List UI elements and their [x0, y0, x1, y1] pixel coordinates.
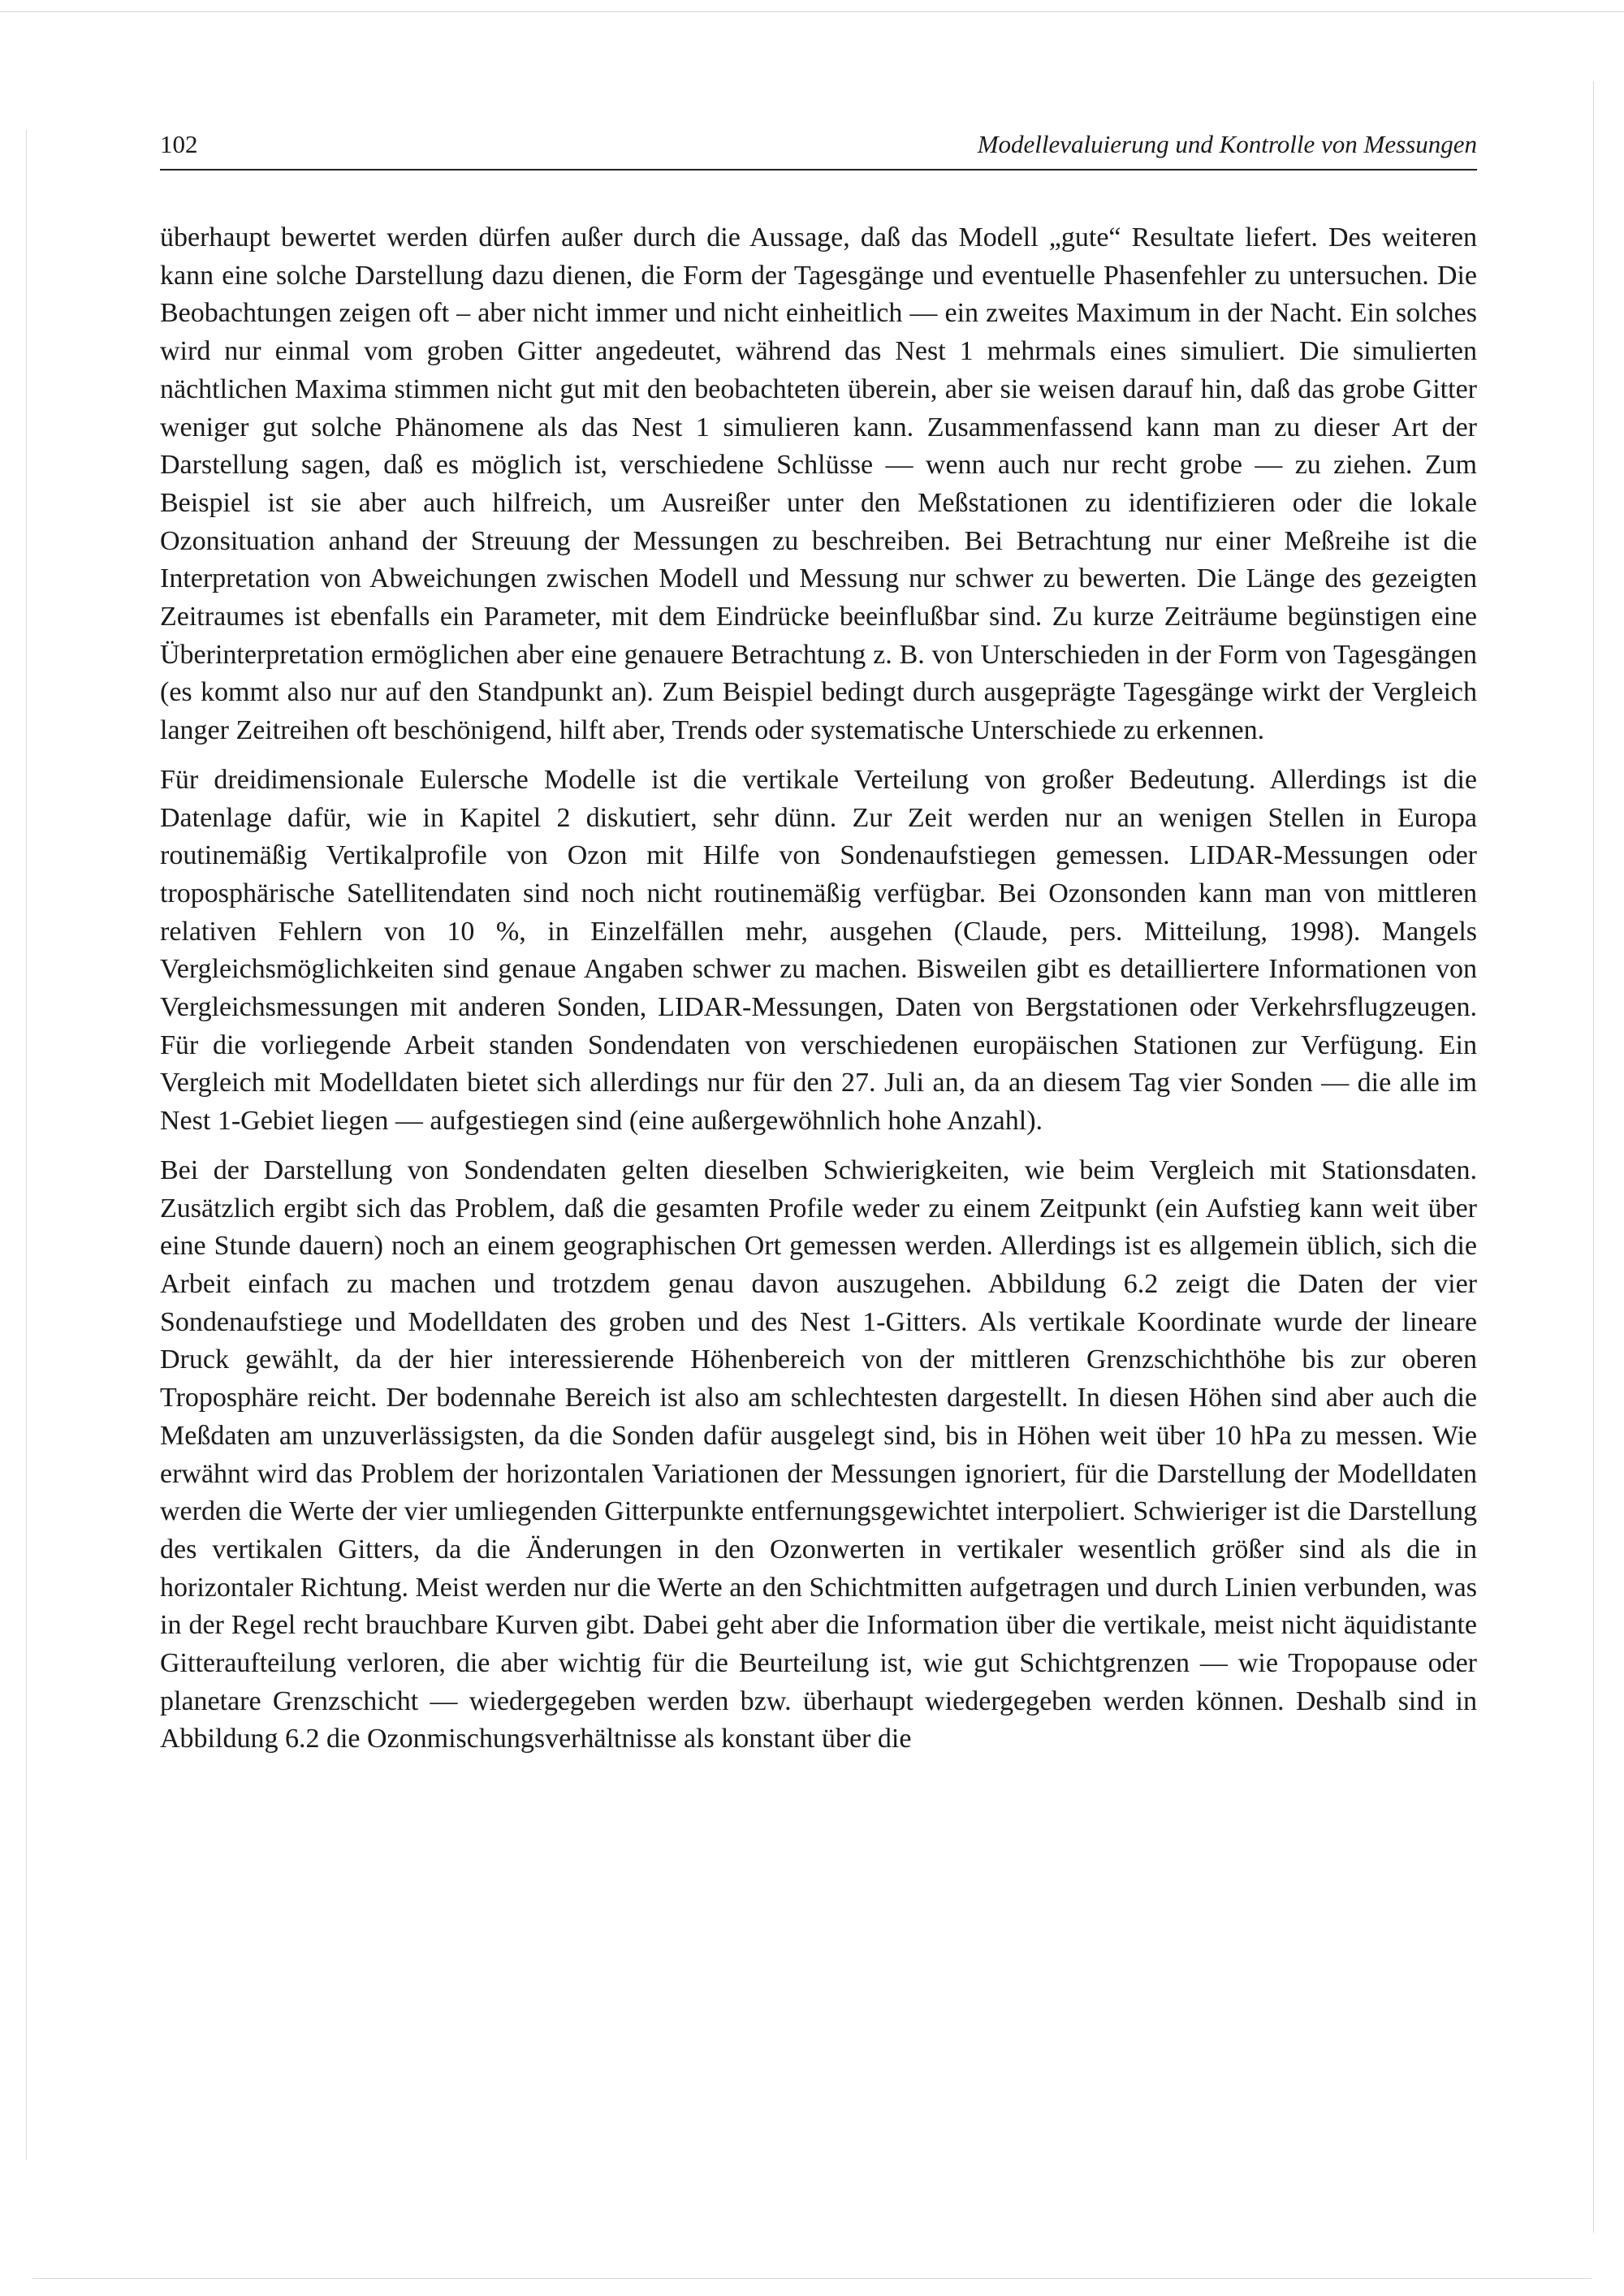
running-title: Modellevaluierung und Kontrolle von Messungen: [977, 130, 1477, 158]
paragraph-1: überhaupt bewertet werden dürfen außer durch die Aussage, daß das Modell „gute“ Resultate liefert. Des weiteren kann eine solche Darstellung dazu dienen, die Form der Tagesgänge und eventuelle Phasenfehler zu untersuchen. Die Beobachtungen zeigen oft – aber nicht immer und nicht einheitlich — ein zweites Maximum in der Nacht. Ein solches wird nur einmal vom groben Gitter angedeutet, während das Nest 1 mehrmals eines simuliert. Die simulierten nächtlichen Maxima stimmen nicht gut mit den beobachteten überein, aber sie weisen darauf hin, daß das grobe Gitter weniger gut solche Phänomene als das Nest 1 simulieren kann. Zusammenfassend kann man zu dieser Art der Darstellung sagen, daß es möglich ist, verschiedene Schlüsse — wenn auch nur recht grobe — zu ziehen. Zum Beispiel ist sie aber auch hilfreich, um Ausreißer unter den Meßstationen zu identifizieren oder die lokale Ozonsituation anhand der Streuung der Messungen zu beschreiben. Bei Betrachtung nur einer Meßreihe ist die Interpretation von Abweichungen zwischen Modell und Messung nur schwer zu bewerten. Die Länge des gezeigten Zeitraumes ist ebenfalls ein Parameter, mit dem Eindrücke beeinflußbar sind. Zu kurze Zeiträume begünstigen eine Überinterpretation ermöglichen aber eine genauere Betrachtung z. B. von Unterschieden in der Form von Tagesgängen (es kommt also nur auf den Standpunkt an). Zum Beispiel bedingt durch ausgeprägte Tagesgänge wirkt der Vergleich langer Zeitreihen oft beschönigend, hilft aber, Trends oder systematische Unterschiede zu erkennen.: [160, 222, 1477, 746]
paragraph-2: Für dreidimensionale Eulersche Modelle ist die vertikale Verteilung von großer Bedeutung. Allerdings ist die Datenlage dafür, wie in Kapitel 2 diskutiert, sehr dünn. Zur Zeit werden nur an wenigen Stellen in Europa routinemäßig Vertikalprofile von Ozon mit Hilfe von Sondenaufstiegen gemessen. LIDAR-Messungen oder troposphärische Satellitendaten sind noch nicht routinemäßig verfügbar. Bei Ozonsonden kann man von mittleren relativen Fehlern von 10 %, in Einzelfällen mehr, ausgehen (Claude, pers. Mitteilung, 1998). Mangels Vergleichsmöglichkeiten sind genaue Angaben schwer zu machen. Bisweilen gibt es detailliertere Informationen von Vergleichsmessungen mit anderen Sonden, LIDAR-Messungen, Daten von Bergstationen oder Verkehrsflugzeugen. Für die vorliegende Arbeit standen Sondendaten von verschiedenen europäischen Stationen zur Verfügung. Ein Vergleich mit Modelldaten bietet sich allerdings nur für den 27. Juli an, da an diesem Tag vier Sonden — die alle im Nest 1-Gebiet liegen — aufgestiegen sind (eine außergewöhnlich hohe Anzahl).: [160, 764, 1477, 1137]
body-text: [160, 219, 1477, 1770]
scan-edge-top: [0, 11, 1624, 12]
paragraph-3: Bei der Darstellung von Sondendaten gelten dieselben Schwierigkeiten, wie beim Vergleich mit Stationsdaten. Zusätzlich ergibt sich das Problem, daß die gesamten Profile weder zu einem Zeitpunkt (ein Aufstieg kann weit über eine Stunde dauern) noch an einem geographischen Ort gemessen werden. Allerdings ist es allgemein üblich, sich die Arbeit einfach zu machen und trotzdem genau davon auszugehen. Abbildung 6.2 zeigt die Daten der vier Sondenaufstiege und Modelldaten des groben und des Nest 1-Gitters. Als vertikale Koordinate wurde der lineare Druck gewählt, da der hier interessierende Höhenbereich von der mittleren Grenzschichthöhe bis zur oberen Troposphäre reicht. Der bodennahe Bereich ist also am schlechtesten dargestellt. In diesen Höhen sind aber auch die Meßdaten am unzuverlässigsten, da die Sonden dafür ausgelegt sind, bis in Höhen weit über 10 hPa zu messen. Wie erwähnt wird das Problem der horizontalen Variationen der Messungen ignoriert, für die Darstellung der Modelldaten werden die Werte der vier umliegenden Gitterpunkte entfernungsgewichtet interpoliert. Schwieriger ist die Darstellung des vertikalen Gitters, da die Änderungen in den Ozonwerten in vertikaler wesentlich größer sind als die in horizontaler Richtung. Meist werden nur die Werte an den Schichtmitten aufgetragen und durch Linien verbunden, was in der Regel recht brauchbare Kurven gibt. Dabei geht aber die Information über die vertikale, meist nicht äquidistante Gitteraufteilung verloren, die aber wichtig für die Beurteilung ist, wie gut Schichtgrenzen — wie Tropopause oder planetare Grenzschicht — wiedergegeben werden bzw. überhaupt wiedergegeben werden können. Deshalb sind in Abbildung 6.2 die Ozonmischungsverhältnisse als konstant über die: [160, 1154, 1477, 1754]
page-header: [160, 130, 1477, 170]
scan-edge-left: [26, 130, 27, 2160]
scan-edge-bottom: [32, 2278, 1592, 2279]
page-number: 102: [160, 130, 198, 158]
scan-edge-right: [1593, 81, 1594, 2233]
